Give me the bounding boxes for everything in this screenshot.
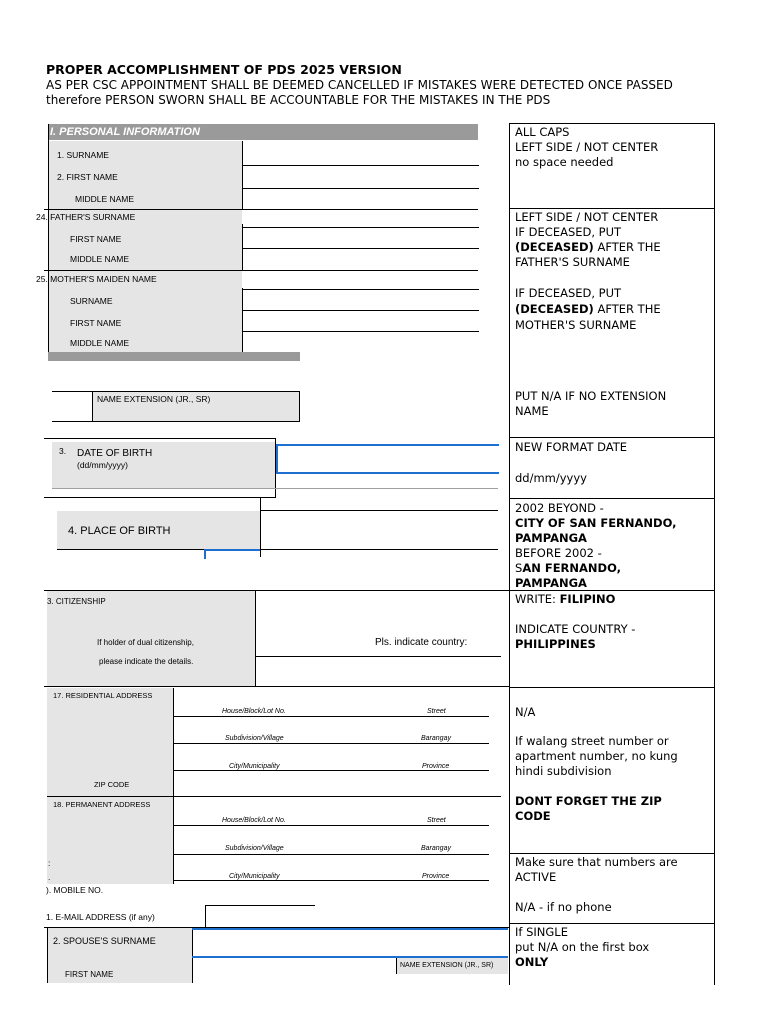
father-first-name-field[interactable] (243, 228, 478, 247)
permanent-address-label: 18. PERMANENT ADDRESS (53, 800, 151, 809)
res-zip-field[interactable] (175, 774, 501, 794)
note-put-na-first-box: put N/A on the first box (515, 940, 650, 954)
perm-province-label: Province (422, 873, 450, 880)
pls-indicate-country: Pls. indicate country: (375, 637, 468, 648)
mother-surname-field[interactable] (243, 290, 478, 309)
email-field[interactable] (207, 907, 317, 925)
note-walang-street-1: If walang street number or (515, 734, 669, 748)
pob-field[interactable] (262, 512, 498, 548)
note-write-filipino: WRITE: FILIPINO (515, 592, 616, 606)
middle-name-label: MIDDLE NAME (75, 194, 135, 204)
section-title: I. PERSONAL INFORMATION (50, 126, 200, 138)
res-province-label: Province (422, 763, 450, 770)
mothers-maiden-label: 25. MOTHER'S MAIDEN NAME (36, 274, 157, 284)
note-city-of-san-fernando: CITY OF SAN FERNANDO, (515, 516, 677, 530)
dob-field[interactable] (278, 446, 498, 472)
perm-house-label: House/Block/Lot No. (222, 817, 286, 824)
father-middle-name-label: MIDDLE NAME (70, 254, 130, 264)
mother-middle-name-field[interactable] (243, 332, 478, 352)
note-zip-code-2: CODE (515, 809, 551, 823)
note-left-side-1: LEFT SIDE / NOT CENTER (515, 140, 659, 154)
res-house-label: House/Block/Lot No. (222, 708, 286, 715)
mother-first-name-field[interactable] (243, 311, 478, 330)
father-first-name-label: FIRST NAME (70, 234, 122, 244)
note-mothers-surname: MOTHER'S SURNAME (515, 318, 637, 332)
note-if-single: If SINGLE (515, 925, 568, 939)
note-left-side-2: LEFT SIDE / NOT CENTER (515, 210, 659, 224)
surname-field[interactable] (243, 142, 478, 164)
warning-line-2: therefore PERSON SWORN SHALL BE ACCOUNTABLE FOR THE MISTAKES IN THE PDS (46, 93, 551, 107)
perm-barangay-label: Barangay (421, 845, 451, 852)
note-philippines: PHILIPPINES (515, 637, 596, 651)
spouse-first-name-label: FIRST NAME (65, 970, 114, 979)
spouse-name-extension-label: NAME EXTENSION (JR., SR) (400, 962, 494, 969)
dob-label: DATE OF BIRTH (77, 448, 153, 459)
first-name-field[interactable] (243, 166, 478, 187)
res-zip-label: ZIP CODE (94, 780, 130, 789)
note-numbers-active-2: ACTIVE (515, 870, 557, 884)
note-walang-street-2: apartment number, no kung (515, 749, 678, 763)
note-put-na-extension: PUT N/A IF NO EXTENSION (515, 389, 667, 403)
fathers-surname-label: 24. FATHER'S SURNAME (36, 212, 136, 222)
dob-number: 3. (59, 446, 67, 456)
note-date-format: dd/mm/yyyy (515, 471, 587, 485)
email-label: 1. E-MAIL ADDRESS (if any) (46, 912, 155, 922)
note-na-no-phone: N/A - if no phone (515, 900, 612, 914)
country-field[interactable] (257, 658, 500, 684)
dob-format-label: (dd/mm/yyyy) (77, 460, 128, 470)
note-deceased-mother: (DECEASED) AFTER THE (515, 302, 661, 316)
name-extension-label: NAME EXTENSION (JR., SR) (97, 394, 211, 404)
perm-city-label: City/Municipality (229, 873, 280, 880)
res-city-label: City/Municipality (229, 763, 280, 770)
document-title: PROPER ACCOMPLISHMENT OF PDS 2025 VERSION (46, 62, 402, 77)
note-indicate-country: INDICATE COUNTRY - (515, 622, 636, 636)
note-2002-beyond: 2002 BEYOND - (515, 501, 604, 515)
note-deceased-father: (DECEASED) AFTER THE (515, 240, 661, 254)
perm-street-label: Street (427, 817, 446, 824)
perm-subdivision-label: Subdivision/Village (225, 845, 284, 852)
first-name-label: 2. FIRST NAME (57, 172, 118, 182)
note-zip-code-1: DONT FORGET THE ZIP (515, 794, 662, 808)
note-fathers-surname: FATHER'S SURNAME (515, 255, 630, 269)
note-pampanga-1: PAMPANGA (515, 531, 587, 545)
dual-citizenship-label-2: please indicate the details. (99, 657, 194, 666)
note-na: N/A (515, 705, 536, 719)
note-san-fernando: SAN FERNANDO, (515, 561, 621, 575)
mother-first-name-label: FIRST NAME (70, 318, 122, 328)
middle-name-field[interactable] (243, 189, 478, 208)
spouse-surname-label: 2. SPOUSE'S SURNAME (53, 936, 156, 946)
mother-surname-label: SURNAME (70, 296, 113, 306)
dual-citizenship-label-1: If holder of dual citizenship, (97, 638, 194, 647)
note-pampanga-2: PAMPANGA (515, 576, 587, 590)
note-if-deceased-1: IF DECEASED, PUT (515, 225, 622, 239)
res-street-label: Street (427, 708, 446, 715)
surname-label: 1. SURNAME (57, 150, 109, 160)
father-middle-name-field[interactable] (243, 249, 478, 269)
note-walang-street-3: hindi subdivision (515, 764, 612, 778)
warning-line-1: AS PER CSC APPOINTMENT SHALL BE DEEMED CANCELLED IF MISTAKES WERE DETECTED ONCE PASSED (46, 78, 673, 92)
spouse-surname-field[interactable] (196, 931, 506, 955)
mother-middle-name-label: MIDDLE NAME (70, 338, 130, 348)
mobile-label: ). MOBILE NO. (46, 885, 104, 895)
citizenship-label: 3. CITIZENSHIP (47, 597, 106, 606)
note-all-caps: ALL CAPS (515, 125, 570, 139)
note-before-2002: BEFORE 2002 - (515, 546, 602, 560)
res-subdivision-label: Subdivision/Village (225, 735, 284, 742)
note-no-space: no space needed (515, 155, 614, 169)
pob-label: 4. PLACE OF BIRTH (68, 525, 171, 537)
note-name: NAME (515, 404, 549, 418)
res-barangay-label: Barangay (421, 735, 451, 742)
residential-address-label: 17. RESIDENTIAL ADDRESS (53, 691, 153, 700)
note-if-deceased-2: IF DECEASED, PUT (515, 286, 622, 300)
note-new-format-date: NEW FORMAT DATE (515, 440, 628, 454)
note-only: ONLY (515, 955, 549, 969)
note-numbers-active-1: Make sure that numbers are (515, 855, 678, 869)
